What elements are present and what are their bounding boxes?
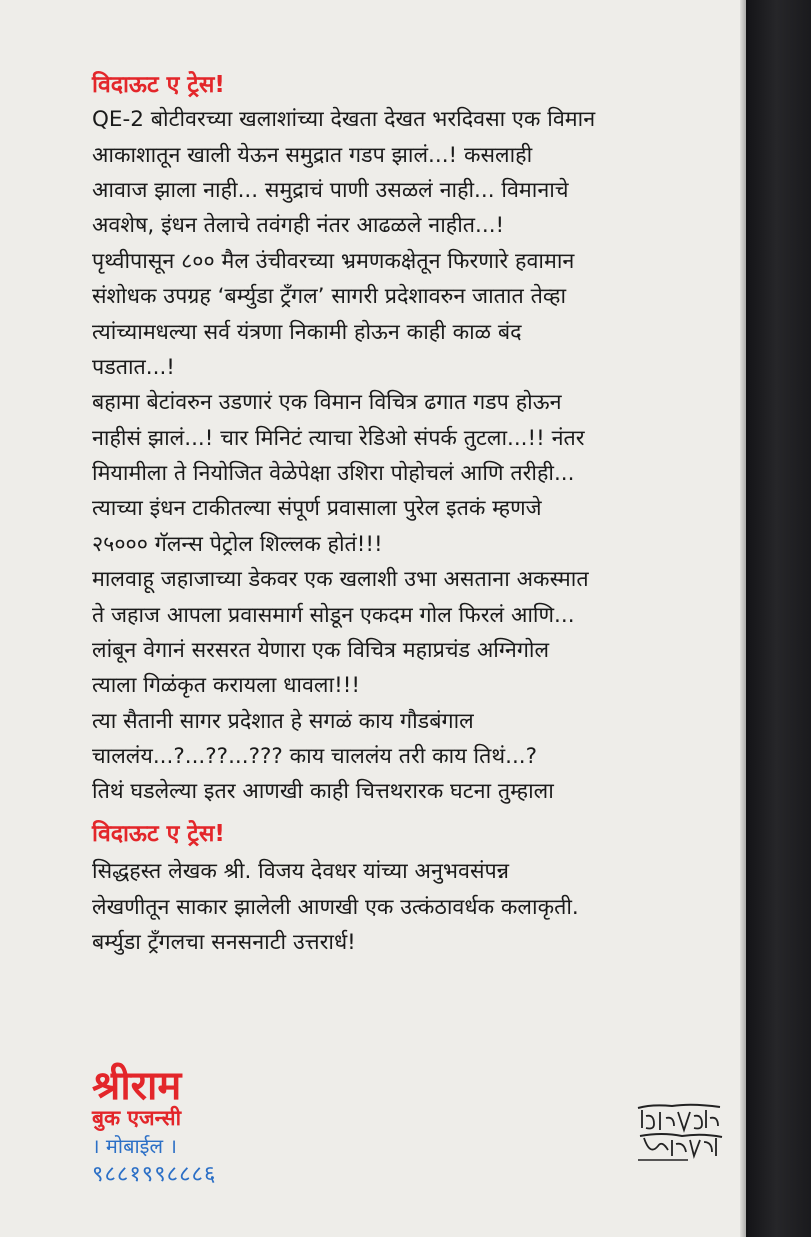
closing-line: बर्म्युडा ट्रँगलचा सनसनाटी उत्तरार्ध! (92, 930, 356, 955)
blurb-line: मालवाहू जहाजाच्या डेकवर एक खलाशी उभा असताना अकस्मात (92, 567, 589, 592)
publisher-phone: ९८८१९९८८८६ (92, 1162, 217, 1187)
book-title-heading: विदाऊट ए ट्रेस! (92, 72, 225, 98)
blurb-line: लांबून वेगानं सरसरत येणारा एक विचित्र महाप्रचंड अग्निगोल (92, 638, 550, 663)
blurb-line: ते जहाज आपला प्रवासमार्ग सोडून एकदम गोल फिरलं आणि... (92, 603, 575, 628)
publisher-name: श्रीराम (92, 1063, 182, 1109)
blurb-line: आकाशातून खाली येऊन समुद्रात गडप झालं...! कसलाही (92, 143, 533, 168)
blurb-line: तिथं घडलेल्या इतर आणखी काही चित्तथरारक घटना तुम्हाला (92, 779, 554, 804)
blurb-line: पृथ्वीपासून ८०० मैल उंचीवरच्या भ्रमणकक्षेतून फिरणारे हवामान (92, 249, 575, 274)
blurb-line: त्याला गिळंकृत करायला धावला!!! (92, 673, 360, 698)
blurb-line: २५००० गॅलन्स पेट्रोल शिल्लक होतं!!! (92, 532, 383, 557)
blurb-line: पडतात...! (92, 355, 175, 380)
blurb-line: आवाज झाला नाही... समुद्राचं पाणी उसळलं नाही... विमानाचे (92, 178, 569, 203)
closing-line: सिद्धहस्त लेखक श्री. विजय देवधर यांच्या अनुभवसंपन्न (92, 859, 509, 884)
publisher-mobile-label: । मोबाईल । (92, 1134, 177, 1158)
blurb-line: त्या सैतानी सागर प्रदेशात हे सगळं काय गौडबंगाल (92, 709, 474, 734)
publisher-subtitle: बुक एजन्सी (92, 1106, 182, 1130)
book-title-heading-repeat: विदाऊट ए ट्रेस! (92, 821, 225, 847)
blurb-line: नाहीसं झालं...! चार मिनिटं त्याचा रेडिओ संपर्क तुटला...!! नंतर (92, 426, 585, 451)
blurb-line: संशोधक उपग्रह ‘बर्म्युडा ट्रँगल’ सागरी प्रदेशावरुन जातात तेव्हा (92, 284, 567, 309)
blurb-line: चाललंय...?...??...??? काय चाललंय तरी काय तिथं...? (92, 744, 538, 769)
blurb-line: बहामा बेटांवरुन उडणारं एक विमान विचित्र ढगात गडप होऊन (92, 390, 562, 415)
blurb-line: त्यांच्यामधल्या सर्व यंत्रणा निकामी होऊन काही काळ बंद (92, 320, 522, 345)
blurb-line: त्याच्या इंधन टाकीतल्या संपूर्ण प्रवासाला पुरेल इतकं म्हणजे (92, 496, 542, 521)
blurb-line: QE-2 बोटीवरच्या खलाशांच्या देखता देखत भरदिवसा एक विमान (92, 107, 596, 132)
closing-line: लेखणीतून साकार झालेली आणखी एक उत्कंठावर्धक कलाकृती. (92, 895, 579, 920)
spine-shadow (740, 0, 748, 1237)
book-spine (748, 0, 811, 1237)
blurb-line: मियामीला ते नियोजित वेळेपेक्षा उशिरा पोहोचलं आणि तरीही... (92, 461, 575, 486)
blurb-line: अवशेष, इंधन तेलाचे तवंगही नंतर आढळले नाहीत...! (92, 213, 505, 238)
artist-signature-icon (632, 1098, 728, 1164)
